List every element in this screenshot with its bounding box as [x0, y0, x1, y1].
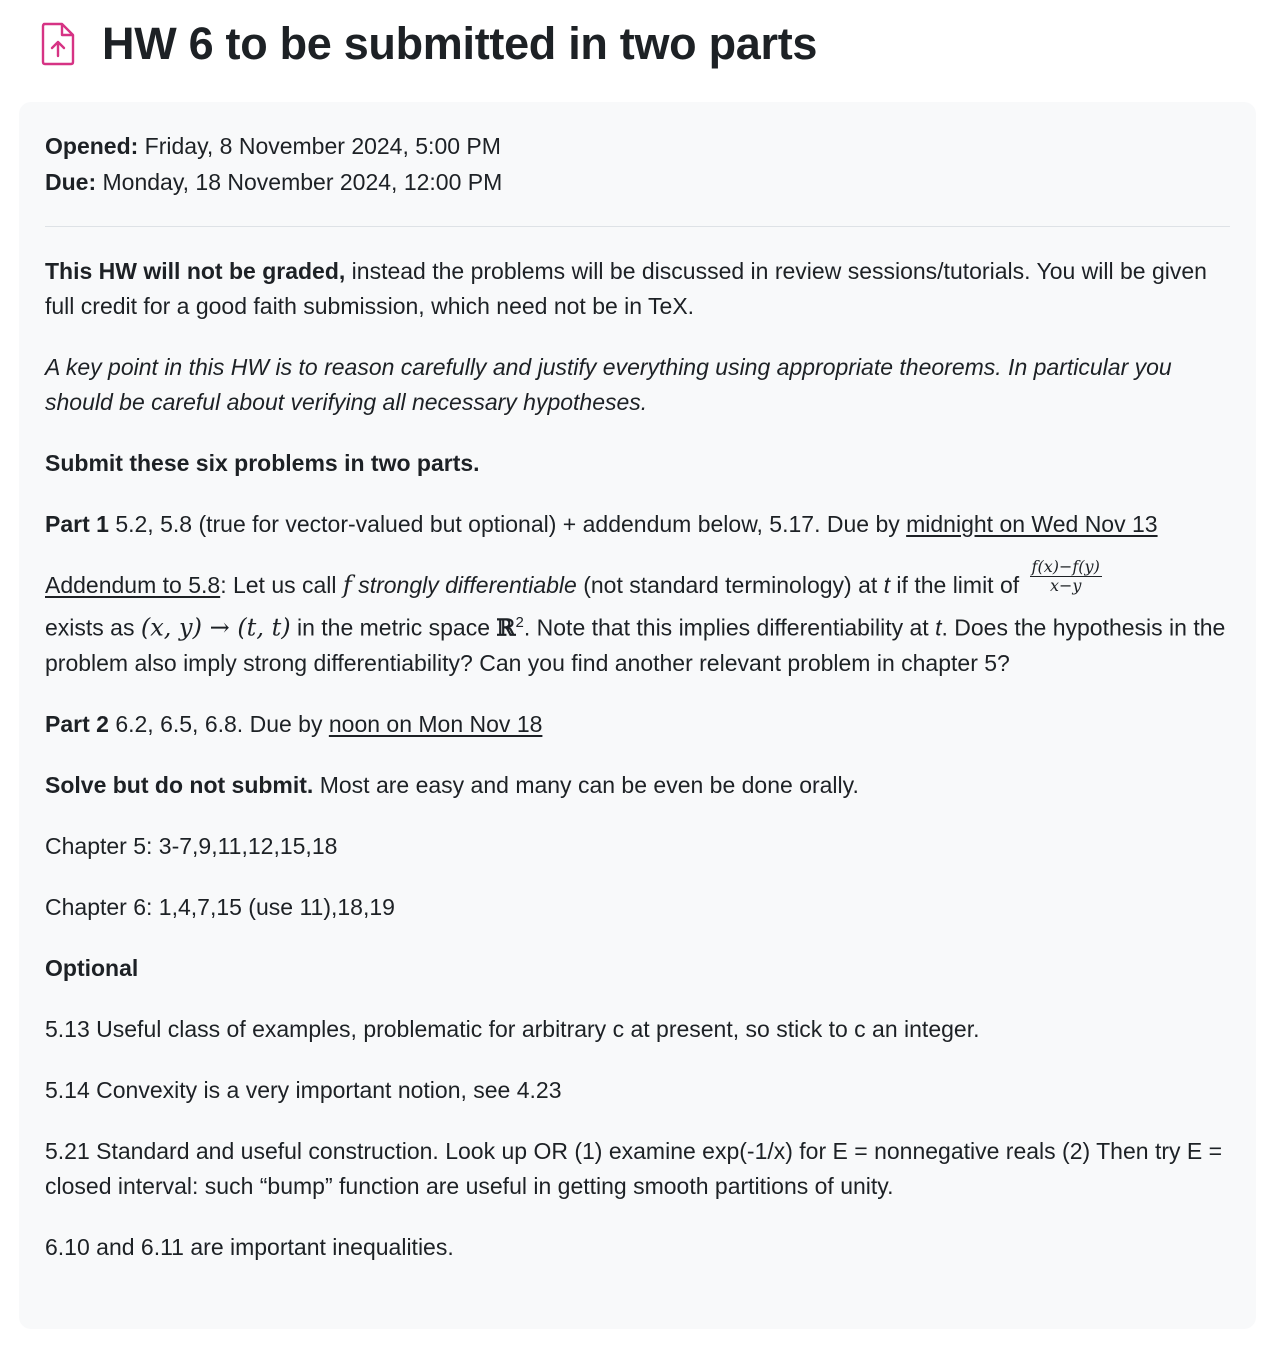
math-reals: ℝ [496, 615, 516, 643]
grading-note-bold: This HW will not be graded, [45, 258, 346, 284]
page-title: HW 6 to be submitted in two parts [102, 18, 818, 69]
part1 [45, 507, 1230, 542]
optional-heading-text: Optional [45, 955, 139, 982]
addendum-text-7: . Does the hypothesis in the problem also imply strong differentiability? Can you find another relevant problem in chapter 5? [45, 615, 1226, 677]
part2 [45, 707, 1230, 742]
addendum-link[interactable]: Addendum to 5.8 [45, 572, 221, 598]
addendum-t-2: t [935, 615, 942, 642]
part2-text: 6.2, 6.5, 6.8. Due by [108, 711, 329, 738]
activity-dates [45, 128, 1230, 200]
chapter5-list: Chapter 5: 3-7,9,11,12,15,18 [45, 833, 338, 860]
part1-label: Part 1 [45, 511, 109, 537]
grading-note [45, 254, 1230, 324]
due-label: Due: [45, 169, 97, 195]
key-point [45, 350, 1230, 420]
addendum-text-2: (not standard terminology) at [576, 572, 884, 598]
optional-item: 5.13 Useful class of examples, problematic for arbitrary c at present, so stick to c an integer. [45, 1016, 980, 1043]
addendum-text-4: exists as [45, 615, 141, 642]
solve-note-text: Most are easy and many can be even be done orally. [313, 772, 859, 799]
part1-text: 5.2, 5.8 (true for vector-valued but optional) + addendum below, 5.17. Due by [108, 511, 907, 537]
addendum [45, 557, 1230, 681]
optional-item: 6.10 and 6.11 are important inequalities. [45, 1234, 454, 1261]
due-date [45, 164, 1230, 200]
key-point-text: A key point in this HW is to reason carefully and justify everything using appropriate theorems. In particular you should be careful about verifying all necessary hypotheses. [45, 354, 1172, 415]
chapter6-list: Chapter 6: 1,4,7,15 (use 11),18,19 [45, 894, 395, 921]
addendum-text-1: : Let us call [220, 572, 343, 598]
submit-heading-text: Submit these six problems in two parts. [45, 450, 480, 476]
optional-item: 5.14 Convexity is a very important notion, see 4.23 [45, 1077, 562, 1104]
page-header [40, 14, 817, 74]
addendum-text-5: in the metric space [290, 615, 497, 642]
addendum-term: strongly differentiable [358, 572, 577, 598]
addendum-t: t [883, 572, 891, 598]
math-limit: (x, y) → (t, t) [140, 614, 291, 643]
submit-heading [45, 446, 1230, 481]
activity-card [19, 102, 1256, 1329]
opened-value: Friday, 8 November 2024, 5:00 PM [144, 133, 501, 159]
optional-item: 5.21 Standard and useful construction. Look up OR (1) examine exp(-1/x) for E = nonnegative reals (2) Then try E = closed interval: such “bump” function are useful in getting smooth partitions of unity. [45, 1138, 1223, 1200]
file-upload-icon [40, 22, 76, 66]
divider [45, 226, 1230, 227]
fraction-denominator: x−y [1049, 576, 1082, 596]
grading-note-text: instead the problems will be discussed in review sessions/tutorials. You will be given full credit for a good faith submission, which need not be in TeX. [45, 258, 1207, 319]
part2-label: Part 2 [45, 711, 109, 738]
opened-label: Opened: [45, 133, 139, 159]
math-f: f [342, 571, 352, 599]
due-value: Monday, 18 November 2024, 12:00 PM [102, 169, 503, 195]
part2-deadline-link[interactable]: noon on Mon Nov 18 [328, 711, 543, 738]
addendum-text-3: if the limit of [890, 572, 1026, 598]
assignment-description [45, 254, 1230, 1265]
optional-heading [45, 951, 1230, 986]
part1-deadline-link[interactable]: midnight on Wed Nov 13 [906, 511, 1158, 537]
math-exponent: 2 [515, 614, 524, 632]
addendum-text-6: . Note that this implies differentiability at [523, 615, 936, 642]
difference-quotient [1030, 558, 1102, 595]
fraction-numerator: f(x)−f(y) [1031, 557, 1100, 577]
solve-note-bold: Solve but do not submit. [45, 772, 314, 799]
solve-note [45, 768, 1230, 803]
opened-date [45, 128, 1230, 164]
